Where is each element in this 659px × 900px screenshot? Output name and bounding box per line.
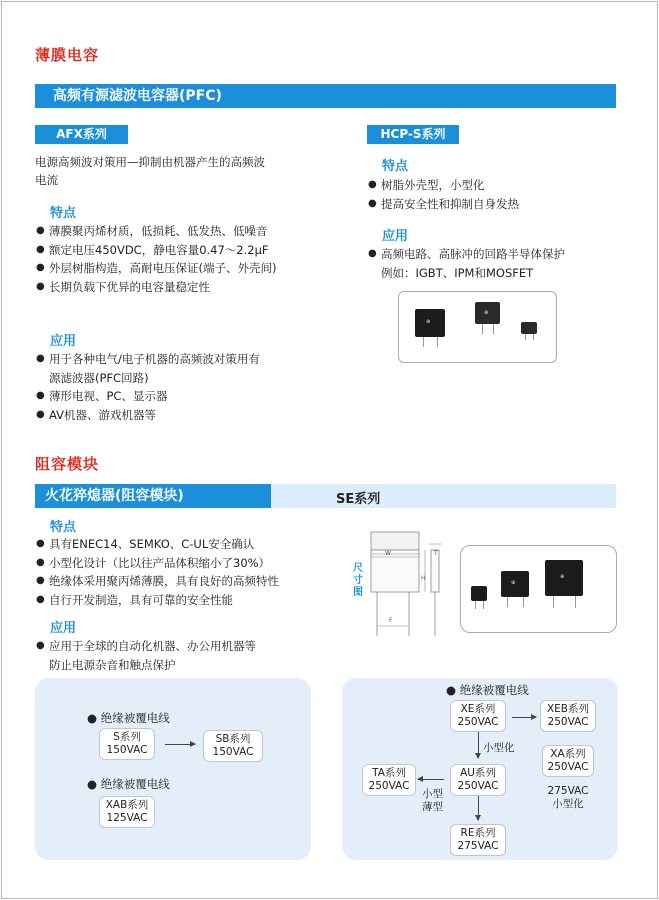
sb-series-box [203, 730, 263, 762]
s-series-box [99, 728, 155, 760]
list-item: ● AV机器、游戏机器等 [36, 406, 356, 425]
xab-series-name: XAB系列 [105, 799, 149, 811]
arrow-right [512, 717, 536, 718]
dimension-label [353, 563, 365, 599]
list-item: ● 小型化设计（比以往产品体积缩小了30%） [36, 554, 356, 573]
section-title-rc: 阻容模块 [35, 455, 100, 473]
hcp-product-image [398, 291, 557, 363]
left-panel-title-2: ● 绝缘被覆电线 [87, 777, 170, 791]
list-item: ● 树脂外壳型，小型化 [368, 176, 618, 195]
right-panel-title: ● 绝缘被覆电线 [446, 683, 529, 697]
dimension-drawing [365, 530, 453, 642]
sb-series-voltage: 150VAC [212, 746, 254, 758]
hcp-apps-title: 应用 [382, 229, 409, 244]
rc-apps-list [36, 637, 356, 674]
xe-series-voltage: 250VAC [457, 716, 499, 728]
dimension-label-char: 寸 [353, 575, 363, 586]
xe-series-name: XE系列 [460, 703, 496, 715]
list-item: ● 应用于全球的自动化机器、办公用机器等 [36, 637, 356, 656]
dim-h-label: H [421, 575, 426, 582]
xa-note-small: 小型化 [552, 798, 584, 810]
rc-bar: 火花猝熄器(阻容模块) [35, 484, 271, 508]
capacitor-small [521, 322, 537, 334]
list-item: ● 用于各种电气/电子机器的高频波对策用有 [36, 350, 356, 369]
rc-features-list [36, 535, 356, 609]
hcp-features-list [368, 176, 618, 213]
xeb-series-name: XEB系列 [546, 703, 590, 715]
xe-series-box [450, 700, 506, 732]
small-thin-line: 薄型 [422, 801, 443, 813]
xa-note [545, 785, 591, 811]
afx-apps-title: 应用 [50, 334, 77, 349]
small-label: 小型化 [483, 742, 515, 754]
capacitor-small [471, 586, 487, 601]
capacitor-medium: ⊕ [475, 302, 500, 324]
xeb-series-box [540, 700, 596, 732]
list-item: ● 长期负载下优异的电容量稳定性 [36, 278, 356, 297]
rc-apps-title: 应用 [50, 621, 77, 636]
left-panel-title-1: ● 绝缘被覆电线 [87, 711, 170, 725]
xab-series-box [99, 796, 155, 828]
list-item: ● 提高安全性和抑制自身发热 [368, 195, 618, 214]
left-panel-title-2-text: 绝缘被覆电线 [100, 777, 170, 791]
right-panel-title-text: 绝缘被覆电线 [459, 683, 529, 697]
left-panel-title-1-text: 绝缘被覆电线 [100, 711, 170, 725]
xa-series-box [542, 745, 594, 777]
left-series-panel [35, 678, 311, 860]
s-series-name: S系列 [113, 731, 141, 743]
xa-series-name: XA系列 [550, 748, 586, 760]
arrow-down [478, 796, 479, 820]
list-item-cont-text: 源滤波器(PFC回路) [49, 370, 149, 385]
au-series-name: AU系列 [460, 767, 496, 779]
afx-intro [35, 153, 335, 189]
xa-series-voltage: 250VAC [547, 761, 589, 773]
list-item: ● 自行开发制造，具有可靠的安全性能 [36, 591, 356, 610]
list-item: ● 高频电路、高脉冲的回路半导体保护 [368, 245, 628, 264]
list-item: ● 外层树脂构造，高耐电压保证(端子、外壳间) [36, 259, 356, 278]
dim-t-label: T [434, 550, 438, 557]
list-item: ● 额定电压450VDC，静电容量0.47～2.2μF [36, 241, 356, 260]
re-series-name: RE系列 [460, 827, 496, 839]
au-series-voltage: 250VAC [457, 780, 499, 792]
afx-apps-list [36, 350, 356, 424]
list-item-cont [36, 369, 356, 388]
se-series-label: SE系列 [336, 492, 381, 507]
afx-intro-line: 电流 [35, 173, 58, 187]
small-thin-line: 小型 [422, 788, 443, 800]
afx-intro-line: 电源高频波对策用—抑制由机器产生的高频波 [35, 155, 265, 169]
au-series-box [450, 764, 506, 796]
afx-features-title: 特点 [50, 206, 77, 221]
dim-f-label: F [389, 617, 393, 624]
xeb-series-voltage: 250VAC [547, 716, 589, 728]
right-series-panel [342, 678, 618, 860]
hcp-features-title: 特点 [382, 159, 409, 174]
dimension-label-char: 尺 [353, 563, 363, 574]
capacitor-large: ⊕ [415, 309, 445, 337]
arrow-right [165, 744, 195, 745]
ta-series-name: TA系列 [372, 767, 406, 779]
section-title-film: 薄膜电容 [35, 46, 100, 64]
list-item-cont: 防止电源杂音和触点保护 [49, 657, 176, 672]
capacitor-large: ⊕ [545, 560, 583, 596]
afx-series-tag: AFX系列 [35, 125, 128, 144]
hcp-series-tag: HCP-S系列 [367, 125, 459, 144]
list-item: ● 薄膜聚丙烯材质，低损耗、低发热、低噪音 [36, 222, 356, 241]
dim-w-label: W [385, 550, 391, 557]
dimension-label-char: 图 [353, 587, 363, 598]
se-product-image [460, 545, 617, 633]
re-series-voltage: 275VAC [457, 840, 499, 852]
s-series-voltage: 150VAC [106, 744, 148, 756]
list-item: ● 具有ENEC14、SEMKO、C-UL安全确认 [36, 535, 356, 554]
list-item-cont: 例如：IGBT、IPM和MOSFET [381, 265, 534, 280]
rc-features-title: 特点 [50, 520, 77, 535]
xa-note-voltage: 275VAC [547, 785, 589, 797]
list-item: ● 绝缘体采用聚丙烯薄膜，具有良好的高频特性 [36, 572, 356, 591]
pfc-bar: 高频有源滤波电容器(PFC) [35, 84, 616, 108]
arrow-down [478, 732, 479, 758]
hcp-apps-list [368, 245, 628, 282]
re-series-box [450, 824, 506, 856]
arrow-left [418, 779, 444, 780]
ta-series-box [362, 764, 416, 796]
sb-series-name: SB系列 [215, 733, 251, 745]
list-item: ● 薄形电视、PC、显示器 [36, 387, 356, 406]
xab-series-voltage: 125VAC [106, 812, 148, 824]
afx-features-list [36, 222, 356, 296]
ta-series-voltage: 250VAC [368, 780, 410, 792]
small-thin-label [422, 788, 443, 814]
capacitor-medium: ⊕ [501, 571, 529, 597]
